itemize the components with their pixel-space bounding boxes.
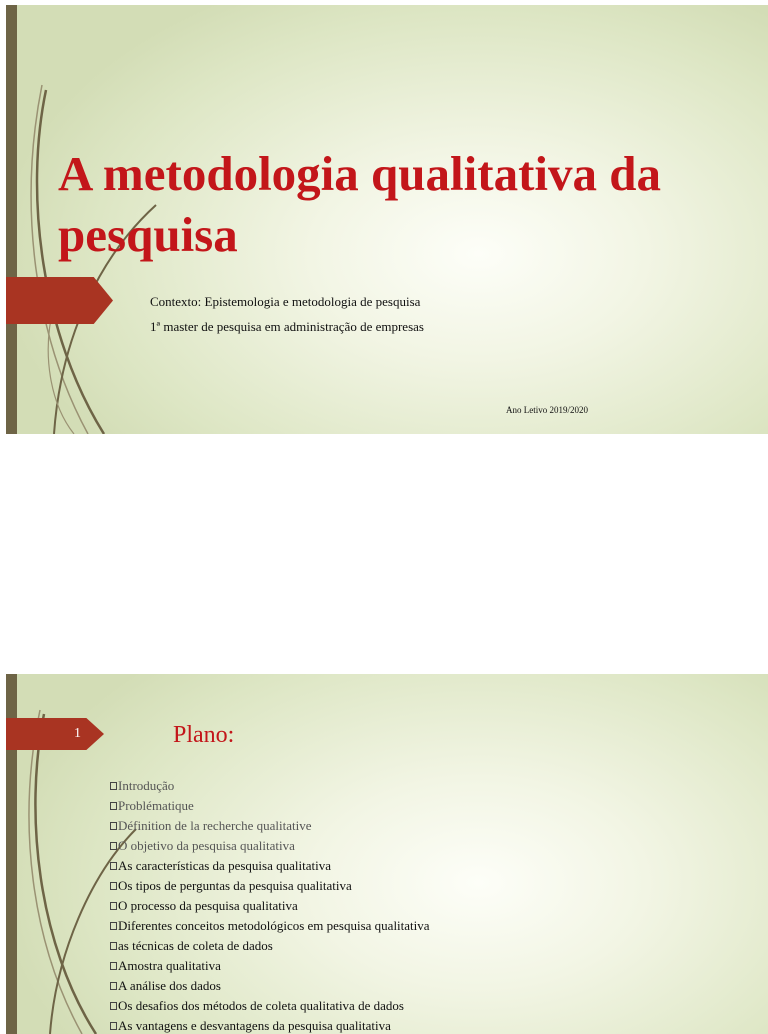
plan-list-item-text: As vantagens e desvantagens da pesquisa qualitativa [118,1018,391,1033]
checkbox-bullet-icon [110,962,117,970]
slide-title: A metodologia qualitativa da pesquisa [58,146,662,262]
plan-list-item-text: Os desafios dos métodos de coleta qualitativa de dados [118,998,404,1013]
slide-number: 1 [74,726,81,741]
plan-list-item-text: Diferentes conceitos metodológicos em pesquisa qualitativa [118,918,430,933]
plan-list-item [110,956,430,976]
plan-list-item-text: Définition de la recherche qualitative [118,818,312,833]
checkbox-bullet-icon [110,922,117,930]
checkbox-bullet-icon [110,802,117,810]
plan-list-item-text: Os tipos de perguntas da pesquisa qualitativa [118,878,352,893]
plan-list-item [110,936,430,956]
plan-list-item-text: Problématique [118,798,194,813]
plan-list-item [110,876,430,896]
plan-list-item [110,976,430,996]
academic-year: Ano Letivo 2019/2020 [506,405,588,415]
title-slide [6,5,768,434]
plan-list-item [110,896,430,916]
plan-list-item-text: A análise dos dados [118,978,221,993]
plan-list-item-text: As características da pesquisa qualitativa [118,858,331,873]
plan-list [110,776,430,1034]
subtitle-context: Contexto: Epistemologia e metodologia de pesquisa [150,294,421,309]
checkbox-bullet-icon [110,862,117,870]
checkbox-bullet-icon [110,1002,117,1010]
plan-list-item [110,776,430,796]
plan-list-item-text: Amostra qualitativa [118,958,221,973]
plan-list-item [110,916,430,936]
plan-list-item [110,856,430,876]
checkbox-bullet-icon [110,942,117,950]
checkbox-bullet-icon [110,882,117,890]
slide-number-marker [6,718,104,750]
checkbox-bullet-icon [110,822,117,830]
slide-arrow-marker [6,277,113,324]
plan-list-item [110,836,430,856]
plan-slide [6,674,768,1034]
checkbox-bullet-icon [110,1022,117,1030]
plan-list-item [110,996,430,1016]
checkbox-bullet-icon [110,782,117,790]
plan-title: Plano: [173,722,235,748]
subtitle-program: 1ª master de pesquisa em administração de empresas [150,319,424,334]
plan-list-item-text: as técnicas de coleta de dados [118,938,273,953]
plan-list-item [110,816,430,836]
plan-list-item [110,1016,430,1034]
checkbox-bullet-icon [110,902,117,910]
plan-list-item [110,796,430,816]
plan-list-item-text: O objetivo da pesquisa qualitativa [118,838,295,853]
checkbox-bullet-icon [110,982,117,990]
checkbox-bullet-icon [110,842,117,850]
plan-list-item-text: O processo da pesquisa qualitativa [118,898,298,913]
plan-list-item-text: Introdução [118,778,175,793]
